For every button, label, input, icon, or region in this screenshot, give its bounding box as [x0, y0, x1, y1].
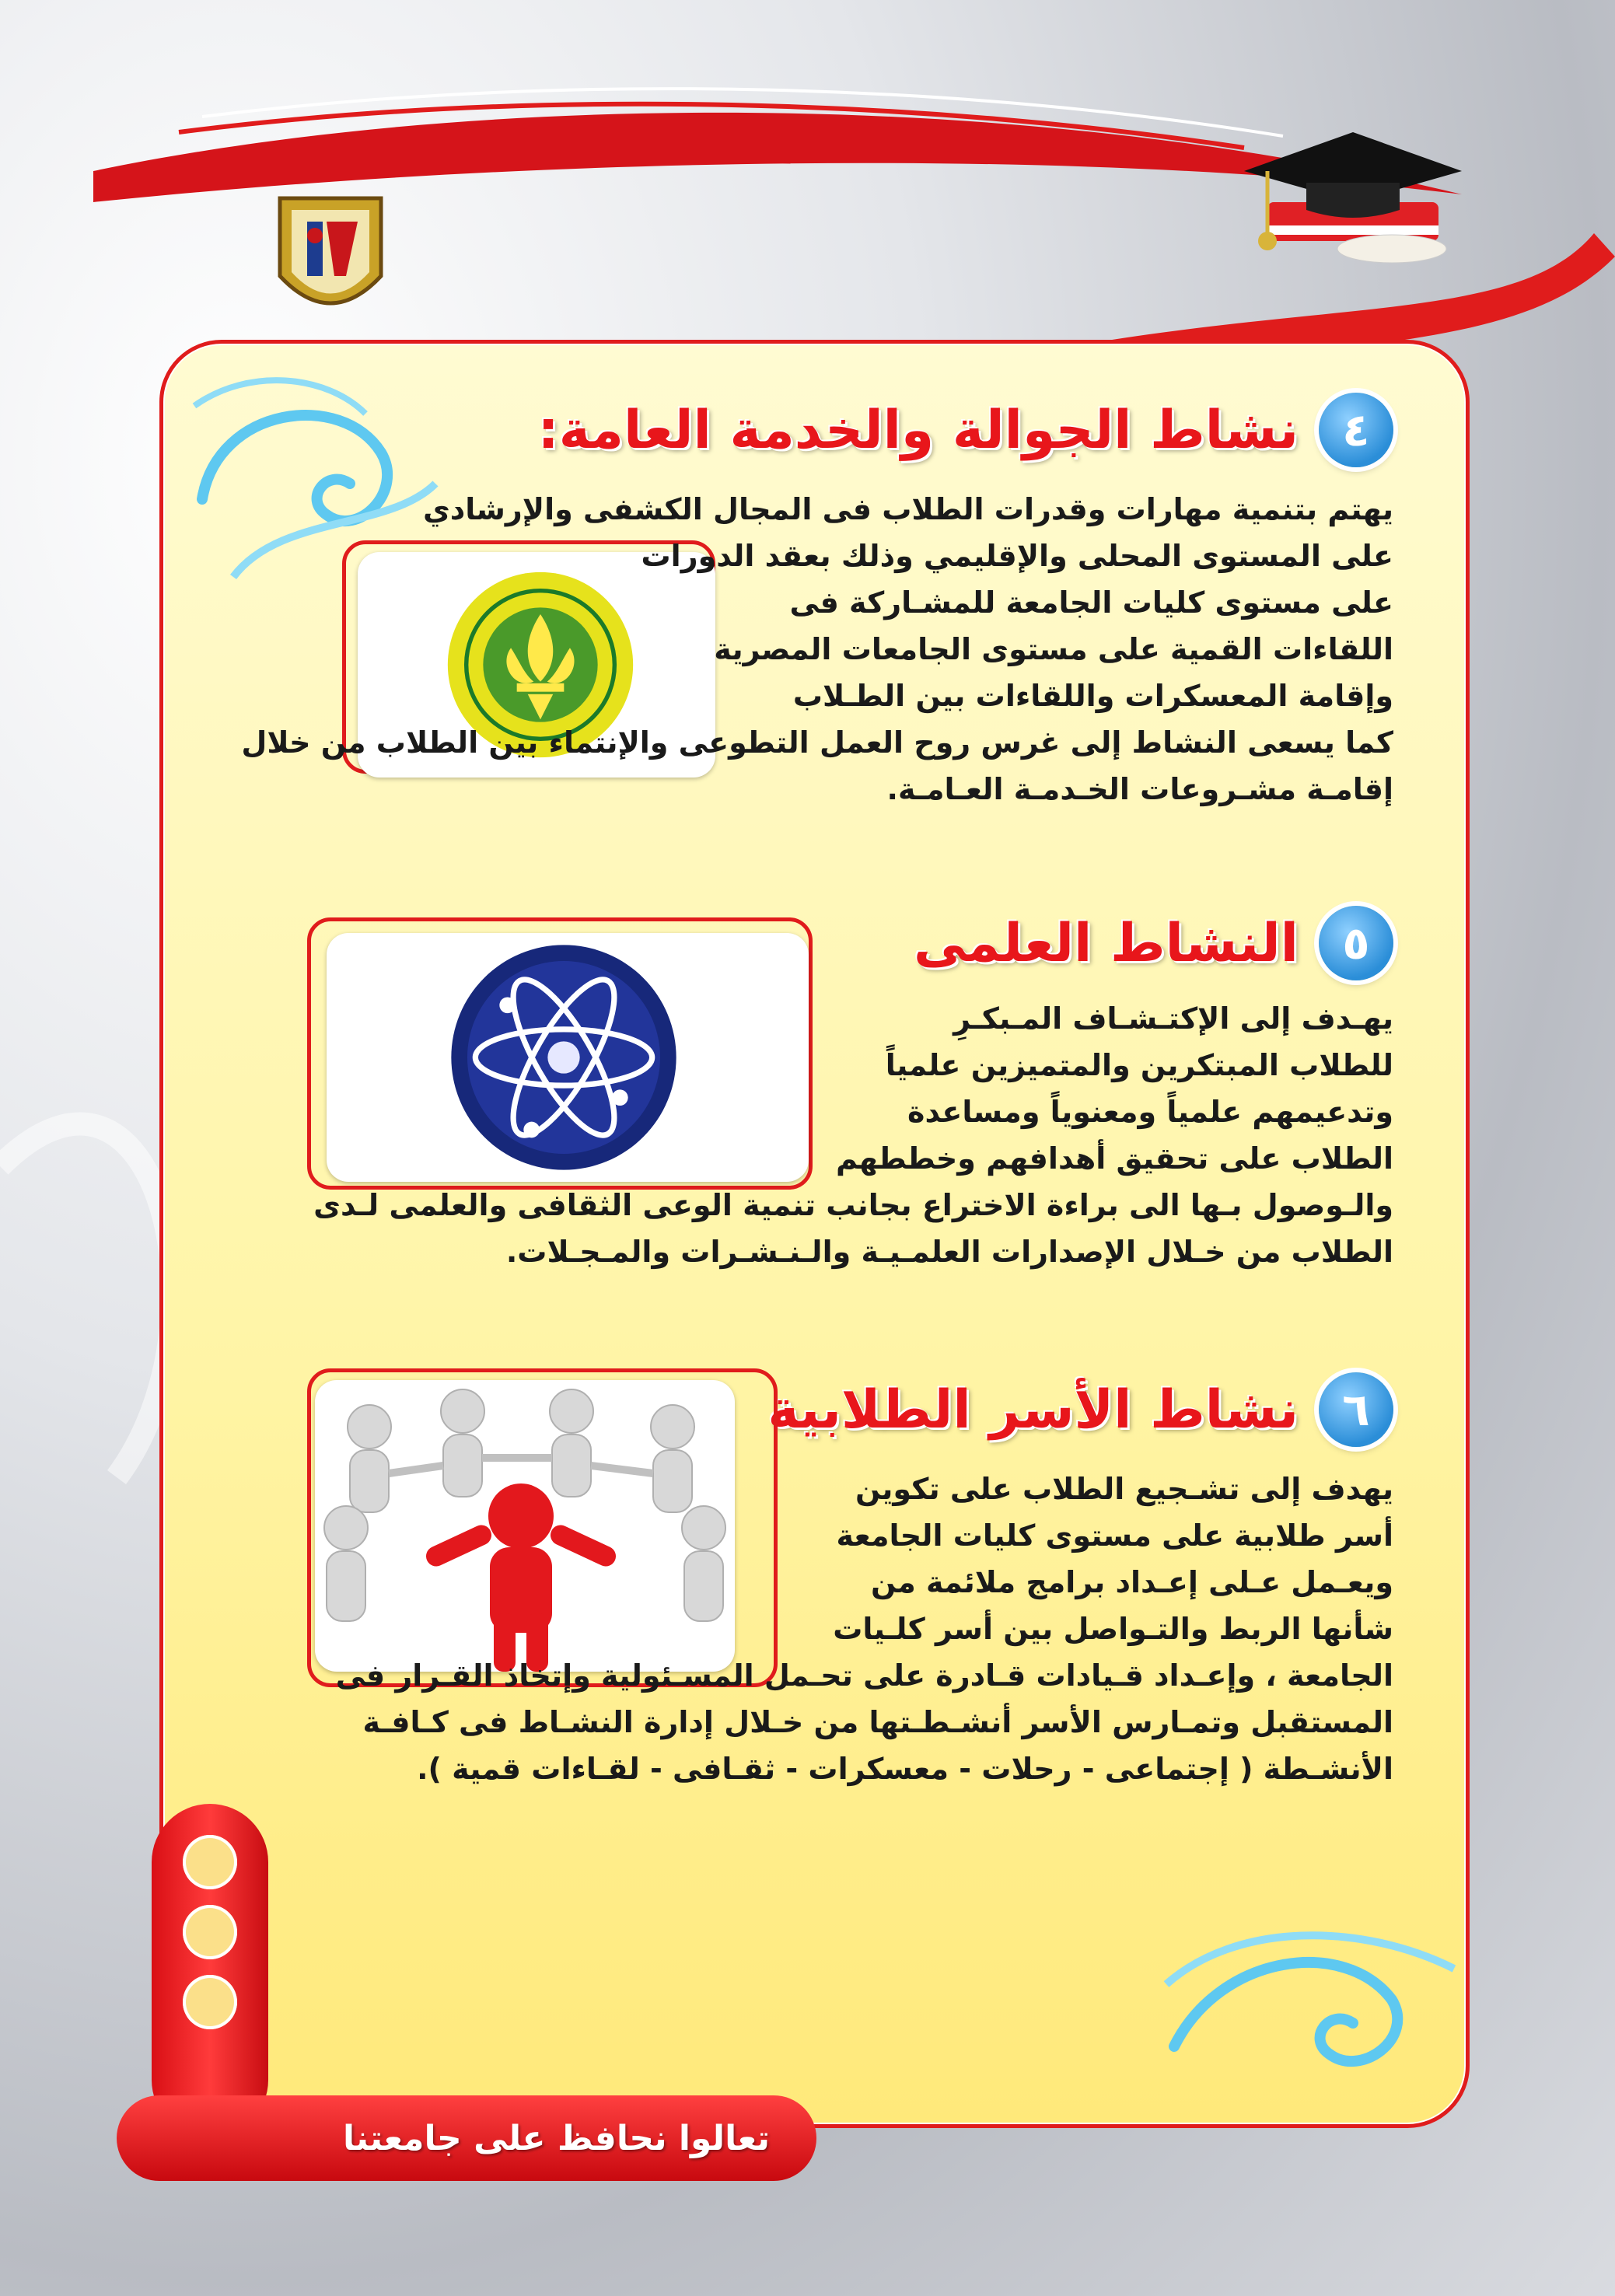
text-line: يهـدف إلى الإكتـشـاف المـبكـرِ	[953, 1001, 1393, 1036]
section-6-heading	[767, 1372, 1393, 1447]
text-line: الطلاب من خـلال الإصدارات العلمـيـة والـنـشـرات والمـجـلات.	[505, 1235, 1393, 1269]
text-line: على مستوى كليات الجامعة للمشـاركة فى	[789, 585, 1393, 620]
text-line: وتدعيمهم علمياً ومعنوياً ومساعدة	[907, 1095, 1393, 1129]
section-title: النشاط العلمى	[914, 912, 1299, 974]
section-5-heading	[914, 906, 1393, 980]
text-line: يهتم بتنمية مهارات وقدرات الطلاب فى المجال الكشفى والإرشادي	[422, 492, 1393, 526]
text-line: على المستوى المحلى والإقليمي وذلك بعقد الدورات	[641, 539, 1393, 573]
section-number-badge: ٥	[1319, 906, 1393, 980]
text-line: شأنها الربط والتـواصل بين أسر كلـيات	[833, 1612, 1393, 1646]
text-line: والـوصول بـها الى براءة الاختراع بجانب تنمية الوعى الثقافى والعلمى لـدى	[313, 1188, 1393, 1222]
text-line: المستقبل وتمـارس الأسر أنشـطـتها من خـلال إدارة النشـاط فى كـافـة	[362, 1705, 1393, 1739]
section-5-text	[243, 995, 1393, 1275]
section-4-heading	[538, 393, 1394, 467]
footer-banner	[117, 2095, 816, 2181]
graduation-cap-icon	[1236, 117, 1470, 272]
section-4-text	[241, 486, 1393, 813]
decorative-swirl	[1159, 1891, 1462, 2124]
section-number-badge: ٤	[1319, 393, 1393, 467]
decorative-dot	[183, 1975, 237, 2029]
text-line: وإقامة المعسكرات واللقاءات بين الطـلاب	[792, 679, 1393, 713]
text-line: كما يسعى النشاط إلى غرس روح العمل التطوعى والإنتماء بين الطلاب من خلال	[241, 725, 1393, 760]
text-line: أسر طلابية على مستوى كليات الجامعة	[836, 1518, 1393, 1553]
decorative-dot	[183, 1835, 237, 1889]
text-line: للطلاب المبتكرين والمتميزين علمياً	[885, 1048, 1393, 1082]
decorative-sidebar	[152, 1804, 268, 2138]
text-line: يهدف إلى تشـجيع الطلاب على تكوين	[855, 1472, 1393, 1506]
section-title: نشاط الجوالة والخدمة العامة:	[537, 399, 1299, 461]
text-line: الأنشـطة ( إجتماعى - رحلات - معسكرات - ثقـافى - لقـاءات قمية ).	[417, 1752, 1393, 1786]
text-line: الجامعة ، وإعـداد قـيادات قـادرة على تحـمل المسـئولية وإتخاذ القـرار فى	[335, 1658, 1393, 1693]
text-line: إقامـة مشـروعات الخـدمـة العـامـة.	[886, 772, 1393, 806]
section-6-text	[281, 1466, 1393, 1792]
university-crest-icon	[272, 190, 389, 330]
decorative-dot	[183, 1905, 237, 1959]
text-line: الطلاب على تحقيق أهدافهم وخططهم	[836, 1141, 1393, 1176]
text-line: ويعـمل عـلى إعـداد برامج ملائمة من	[871, 1565, 1393, 1599]
section-title: نشاط الأسر الطلابية	[767, 1379, 1299, 1441]
footer-slogan: تعالوا نحافظ على جامعتنا	[343, 2118, 770, 2158]
section-number-badge: ٦	[1319, 1372, 1393, 1447]
text-line: اللقاءات القمية على مستوى الجامعات المصرية	[714, 632, 1393, 666]
